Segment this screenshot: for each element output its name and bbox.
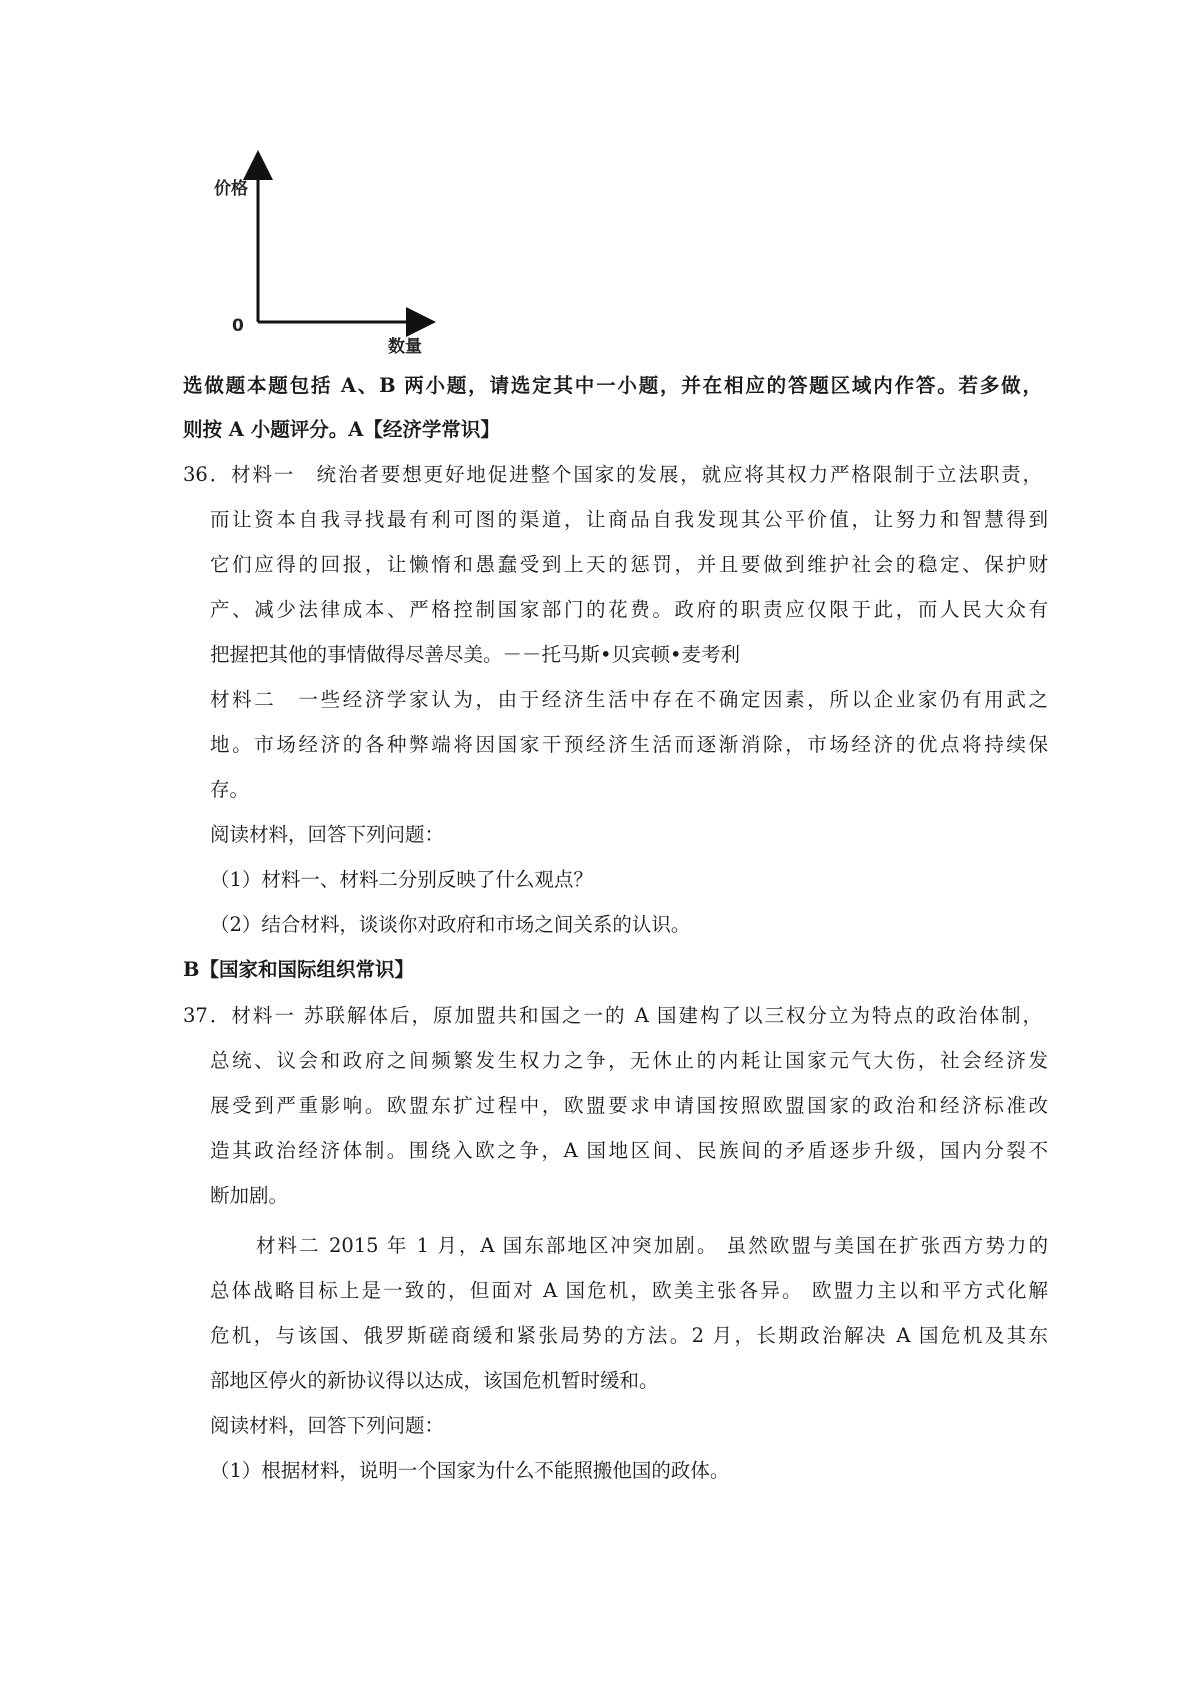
q37-line: 危机，与该国、俄罗斯磋商缓和紧张局势的方法。2 月，长期政治解决 A 国危机及其东 [210, 1324, 1048, 1347]
q36-line: 它们应得的回报，让懒惰和愚蠢受到上天的惩罚，并且要做到维护社会的稳定、保护财 [210, 553, 1048, 576]
q37-line: 断加剧。 [210, 1184, 289, 1207]
q36-subquestion-1: （1）材料一、材料二分别反映了什么观点？ [210, 868, 593, 891]
intro-line-2: 则按 A 小题评分。A【经济学常识】 [183, 418, 500, 441]
intro-line-1: 选做题本题包括 A、B 两小题，请选定其中一小题，并在相应的答题区域内作答。若多做， [183, 374, 1042, 397]
q37-subquestion-1: （1）根据材料，说明一个国家为什么不能照搬他国的政体。 [210, 1459, 730, 1482]
q37-line: 总统、议会和政府之间频繁发生权力之争，无休止的内耗让国家元气大伤，社会经济发 [210, 1049, 1048, 1072]
q37-line: 造其政治经济体制。围绕入欧之争，A 国地区间、民族间的矛盾逐步升级，国内分裂不 [210, 1139, 1048, 1162]
q37-prompt: 阅读材料，回答下列问题： [210, 1414, 445, 1437]
q36-line: 存。 [210, 778, 250, 801]
q36-line: 把握把其他的事情做得尽善尽美。－－托马斯•贝宾顿•麦考利 [210, 643, 741, 666]
q37-line: 部地区停火的新协议得以达成，该国危机暂时缓和。 [210, 1369, 659, 1392]
q36-line: 而让资本自我寻找最有利可图的渠道，让商品自我发现其公平价值，让努力和智慧得到 [210, 508, 1048, 531]
q36-subquestion-2: （2）结合材料，谈谈你对政府和市场之间关系的认识。 [210, 913, 691, 936]
q36-line: 材料二 一些经济学家认为，由于经济生活中存在不确定因素，所以企业家仍有用武之 [210, 688, 1048, 711]
q36-line: 36．材料一 统治者要想更好地促进整个国家的发展，就应将其权力严格限制于立法职责， [183, 463, 1042, 486]
price-quantity-axes-figure [210, 150, 440, 355]
q36-line: 地。市场经济的各种弊端将因国家干预经济生活而逐渐消除，市场经济的优点将持续保 [210, 733, 1048, 756]
origin-label: 0 [232, 316, 244, 336]
q36-prompt: 阅读材料，回答下列问题： [210, 823, 445, 846]
q36-line: 产、减少法律成本、严格控制国家部门的花费。政府的职责应仅限于此，而人民大众有 [210, 598, 1048, 621]
q37-line: 材料二 2015 年 1 月，A 国东部地区冲突加剧。 虽然欧盟与美国在扩张西方势力的 [256, 1234, 1048, 1257]
x-axis-label: 数量 [388, 337, 422, 357]
y-axis-label: 价格 [214, 179, 248, 199]
q37-line: 展受到严重影响。欧盟东扩过程中，欧盟要求申请国按照欧盟国家的政治和经济标准改 [210, 1094, 1048, 1117]
section-b-heading: B【国家和国际组织常识】 [183, 958, 414, 981]
q37-line: 总体战略目标上是一致的，但面对 A 国危机，欧美主张各异。 欧盟力主以和平方式化解 [210, 1279, 1048, 1302]
q37-line: 37．材料一 苏联解体后，原加盟共和国之一的 A 国建构了以三权分立为特点的政治体制， [183, 1004, 1042, 1027]
